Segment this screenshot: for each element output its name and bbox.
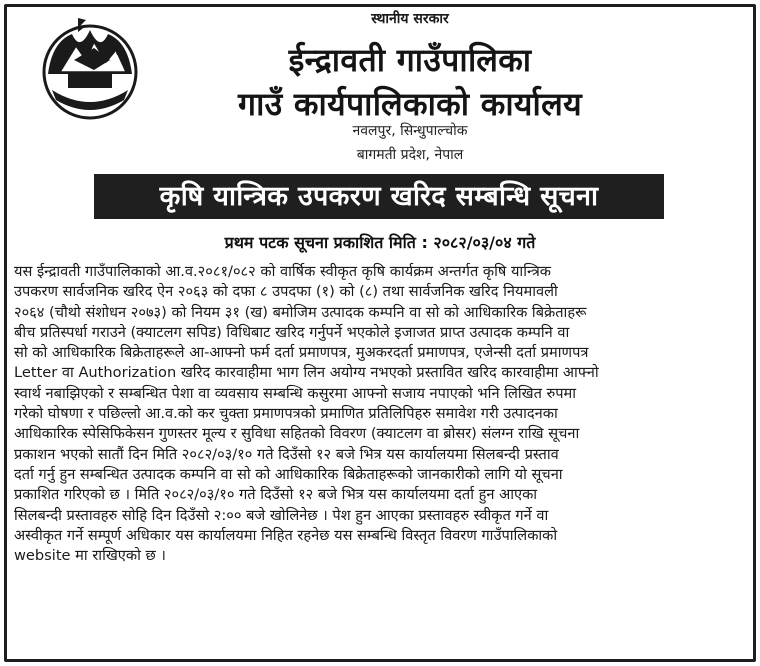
first-published-date: प्रथम पटक सूचना प्रकाशित मिति : २०८२/०३/०४ गते bbox=[224, 233, 536, 252]
notice-body-line: स्वार्थ नबाझिएको र सम्बन्धित पेशा वा व्यवसाय सम्बन्धि कसुरमा आफ्नो सजाय नपाएको भनि लिखित रुपमा bbox=[14, 384, 577, 402]
notice-body-line: Letter वा Authorization खरिद कारवाहीमा भाग लिन अयोग्य नभएको प्रस्तावित खरिद कारवाहीमा आफ्नो bbox=[14, 364, 599, 382]
notice-body-line: प्रकाशन भएको सातौं दिन मिति २०८२/०३/१० गते दिउँसो १२ बजे भित्र यस कार्यालयमा सिलबन्दी प्रस्ताव bbox=[14, 445, 559, 463]
notice-body-line: आधिकारिक स्पेसिफिकेसन गुणस्तर मूल्य र सुविधा सहितको विवरण (क्याटलग वा ब्रोसर) संलग्न राखि सूचना bbox=[14, 425, 580, 443]
nepal-emblem-icon bbox=[38, 12, 142, 122]
notice-body-line: सिलबन्दी प्रस्तावहरु सोहि दिन दिउँसो २:०० बजे खोलिनेछ । पेश हुन आएका प्रस्तावहरु स्वीकृत गर्ने वा bbox=[14, 506, 549, 524]
notice-body-line: दर्ता गर्नु हुन सम्बन्धित उत्पादक कम्पनि वा सो को आधिकारिक बिक्रेताहरूको जानकारीको लागि यो सूचना bbox=[14, 465, 563, 483]
local-government-label: स्थानीय सरकार bbox=[371, 11, 449, 27]
office-name: गाउँ कार्यपालिकाको कार्यालय bbox=[238, 85, 582, 123]
municipality-name: ईन्द्रावती गाउँपालिका bbox=[288, 41, 532, 79]
notice-body-line: उपकरण सार्वजनिक खरिद ऐन २०६३ को दफा ८ उपदफा (१) को (८) तथा सार्वजनिक खरिद नियमावली bbox=[14, 283, 558, 301]
notice-body bbox=[14, 262, 748, 566]
notice-body-line: सो को आधिकारिक बिक्रेताहरूले आ-आफ्नो फर्म दर्ता प्रमाणपत्र, मुअकरदर्ता प्रमाणपत्र, एजेन्सी दर्ता प्रमाणपत्र bbox=[14, 344, 589, 362]
notice-body-line: यस ईन्द्रावती गाउँपालिकाको आ.व.२०८१/०८२ को वार्षिक स्वीकृत कृषि कार्यक्रम अन्तर्गत कृषि यान्त्रिक bbox=[14, 263, 551, 280]
notice-title-banner: कृषि यान्त्रिक उपकरण खरिद सम्बन्धि सूचना bbox=[94, 174, 664, 219]
address-line-2: बागमती प्रदेश, नेपाल bbox=[356, 147, 464, 163]
notice-body-line: website मा राखिएको छ । bbox=[14, 547, 166, 565]
address-line-1: नवलपुर, सिन्धुपाल्चोक bbox=[352, 123, 468, 139]
notice-body-line: प्रकाशित गरिएको छ । मिति २०८२/०३/१० गते दिउँसो १२ बजे भित्र यस कार्यालयमा दर्ता हुन आएका bbox=[14, 486, 538, 504]
notice-body-line: अस्वीकृत गर्ने सम्पूर्ण अधिकार यस कार्यालयमा निहित रहनेछ यस सम्बन्धि विस्तृत विवरण गाउँपालिकाको bbox=[14, 526, 558, 544]
notice-body-line: २०६४ (चौथो संशोधन २०७३) को नियम ३१ (ख) बमोजिम उत्पादक कम्पनि वा सो को आधिकारिक बिक्रेताहरू bbox=[14, 303, 587, 321]
notice-body-line: गरेको घोषणा र पछिल्लो आ.व.को कर चुक्ता प्रमाणपत्रको प्रमाणित प्रतिलिपिहरु समावेश गरी उत्पादनका bbox=[14, 405, 558, 423]
notice-body-line: बीच प्रतिस्पर्धा गराउने (क्याटलग सपिड) विधिबाट खरिद गर्नुपर्ने भएकोले इजाजत प्राप्त उत्पादक कम्पनि वा bbox=[14, 323, 570, 341]
